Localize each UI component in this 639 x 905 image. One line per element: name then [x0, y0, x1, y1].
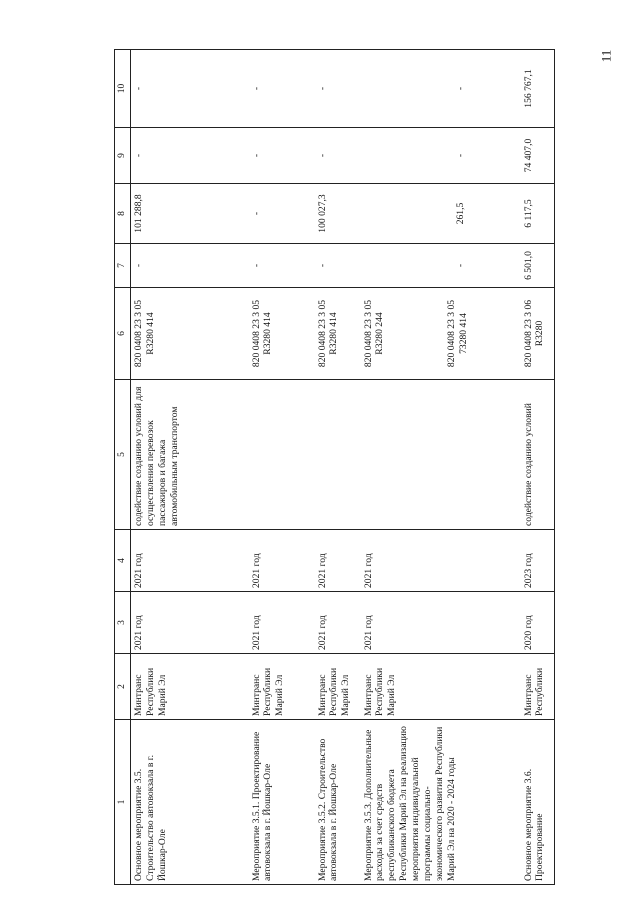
- value-cell-10: -: [361, 50, 521, 128]
- start-year-cell: 2020 год: [521, 592, 555, 654]
- rotated-table-wrapper: [114, 50, 546, 885]
- result-cell: [361, 380, 521, 530]
- end-year-cell: 2021 год: [249, 530, 315, 592]
- end-year-cell: 2023 год: [521, 530, 555, 592]
- column-header-9: 9: [115, 128, 131, 184]
- table-row: [315, 50, 361, 885]
- start-year-cell: 2021 год: [315, 592, 361, 654]
- budget-code-spacer: [386, 291, 446, 376]
- value-cell-9: -: [249, 128, 315, 184]
- value-cell-8: 101 288,8: [131, 184, 249, 244]
- value-cell-9: -: [361, 128, 521, 184]
- value-cell-10: -: [249, 50, 315, 128]
- executor-cell: Минтранс Республики Марий Эл: [249, 654, 315, 720]
- measure-name-cell: Мероприятие 3.5.1. Проектирование автовокзала в г. Йошкар-Оле: [249, 720, 315, 885]
- start-year-cell: 2021 год: [131, 592, 249, 654]
- column-header-6: 6: [115, 288, 131, 380]
- value-cell-8: -: [249, 184, 315, 244]
- budget-code-cell: 820 0408 23 3 05 R3280 414: [131, 288, 249, 380]
- executor-cell: Минтранс Республики: [521, 654, 555, 720]
- measure-name-cell: Мероприятие 3.5.2. Строительство автовокзала в г. Йошкар-Оле: [315, 720, 361, 885]
- result-cell: содействие созданию условий: [521, 380, 555, 530]
- value-cell-9: 74 407,0: [521, 128, 555, 184]
- start-year-cell: 2021 год: [249, 592, 315, 654]
- table-row: [361, 50, 521, 885]
- column-header-10: 10: [115, 50, 131, 128]
- column-header-4: 4: [115, 530, 131, 592]
- column-header-2: 2: [115, 654, 131, 720]
- budget-code-cell: 820 0408 23 3 06 R3280: [521, 288, 555, 380]
- budget-code-cell: [361, 288, 521, 380]
- value-cell-10: -: [315, 50, 361, 128]
- budget-code-secondary: 820 0408 23 3 05 73280 414: [446, 299, 470, 368]
- program-table: [114, 49, 555, 885]
- column-header-5: 5: [115, 380, 131, 530]
- page-number: 11: [598, 49, 614, 63]
- value-cell-7: -: [361, 244, 521, 288]
- column-header-3: 3: [115, 592, 131, 654]
- column-header-7: 7: [115, 244, 131, 288]
- column-header-8: 8: [115, 184, 131, 244]
- budget-code-primary: 820 0408 23 3 05 R3280 244: [362, 299, 386, 368]
- header-row: [115, 50, 131, 885]
- start-year-cell: 2021 год: [361, 592, 521, 654]
- value-cell-8: 6 117,5: [521, 184, 555, 244]
- value-cell-9: -: [315, 128, 361, 184]
- table-row: [521, 50, 555, 885]
- executor-cell: Минтранс Республики Марий Эл: [315, 654, 361, 720]
- result-cell: [315, 380, 361, 530]
- executor-cell: Минтранс Республики Марий Эл: [361, 654, 521, 720]
- measure-name-cell: Основное мероприятие 3.5. Строительство автовокзала в г. Йошкар-Оле: [131, 720, 249, 885]
- measure-name-cell: Мероприятие 3.5.3. Дополнительные расходы за счет средств республиканского бюджета Республики Марий Эл на реализацию мероприятия индивидуальной программы социально-экономического развития Республики Марий Эл на 2020 - 2024 годы: [361, 720, 521, 885]
- value-cell-7: -: [249, 244, 315, 288]
- table-row: [131, 50, 249, 885]
- budget-code-cell: 820 0408 23 3 05 R3280 414: [315, 288, 361, 380]
- result-cell: содействие созданию условий для осуществления перевозок пассажиров и багажа автомобильным транспортом: [131, 380, 249, 530]
- table-row: [249, 50, 315, 885]
- end-year-cell: 2021 год: [361, 530, 521, 592]
- value-cell-7: -: [131, 244, 249, 288]
- value-cell-7: -: [315, 244, 361, 288]
- value-cell-8: 261,5: [361, 184, 521, 244]
- end-year-cell: 2021 год: [131, 530, 249, 592]
- value-cell-10: 156 767,1: [521, 50, 555, 128]
- executor-cell: Минтранс Республики Марий Эл: [131, 654, 249, 720]
- column-header-1: 1: [115, 720, 131, 885]
- measure-name-cell: Основное мероприятие 3.6. Проектирование: [521, 720, 555, 885]
- budget-code-cell: 820 0408 23 3 05 R3280 414: [249, 288, 315, 380]
- value-cell-7: 6 501,0: [521, 244, 555, 288]
- end-year-cell: 2021 год: [315, 530, 361, 592]
- value-cell-8: 100 027,3: [315, 184, 361, 244]
- value-cell-10: -: [131, 50, 249, 128]
- value-cell-9: -: [131, 128, 249, 184]
- result-cell: [249, 380, 315, 530]
